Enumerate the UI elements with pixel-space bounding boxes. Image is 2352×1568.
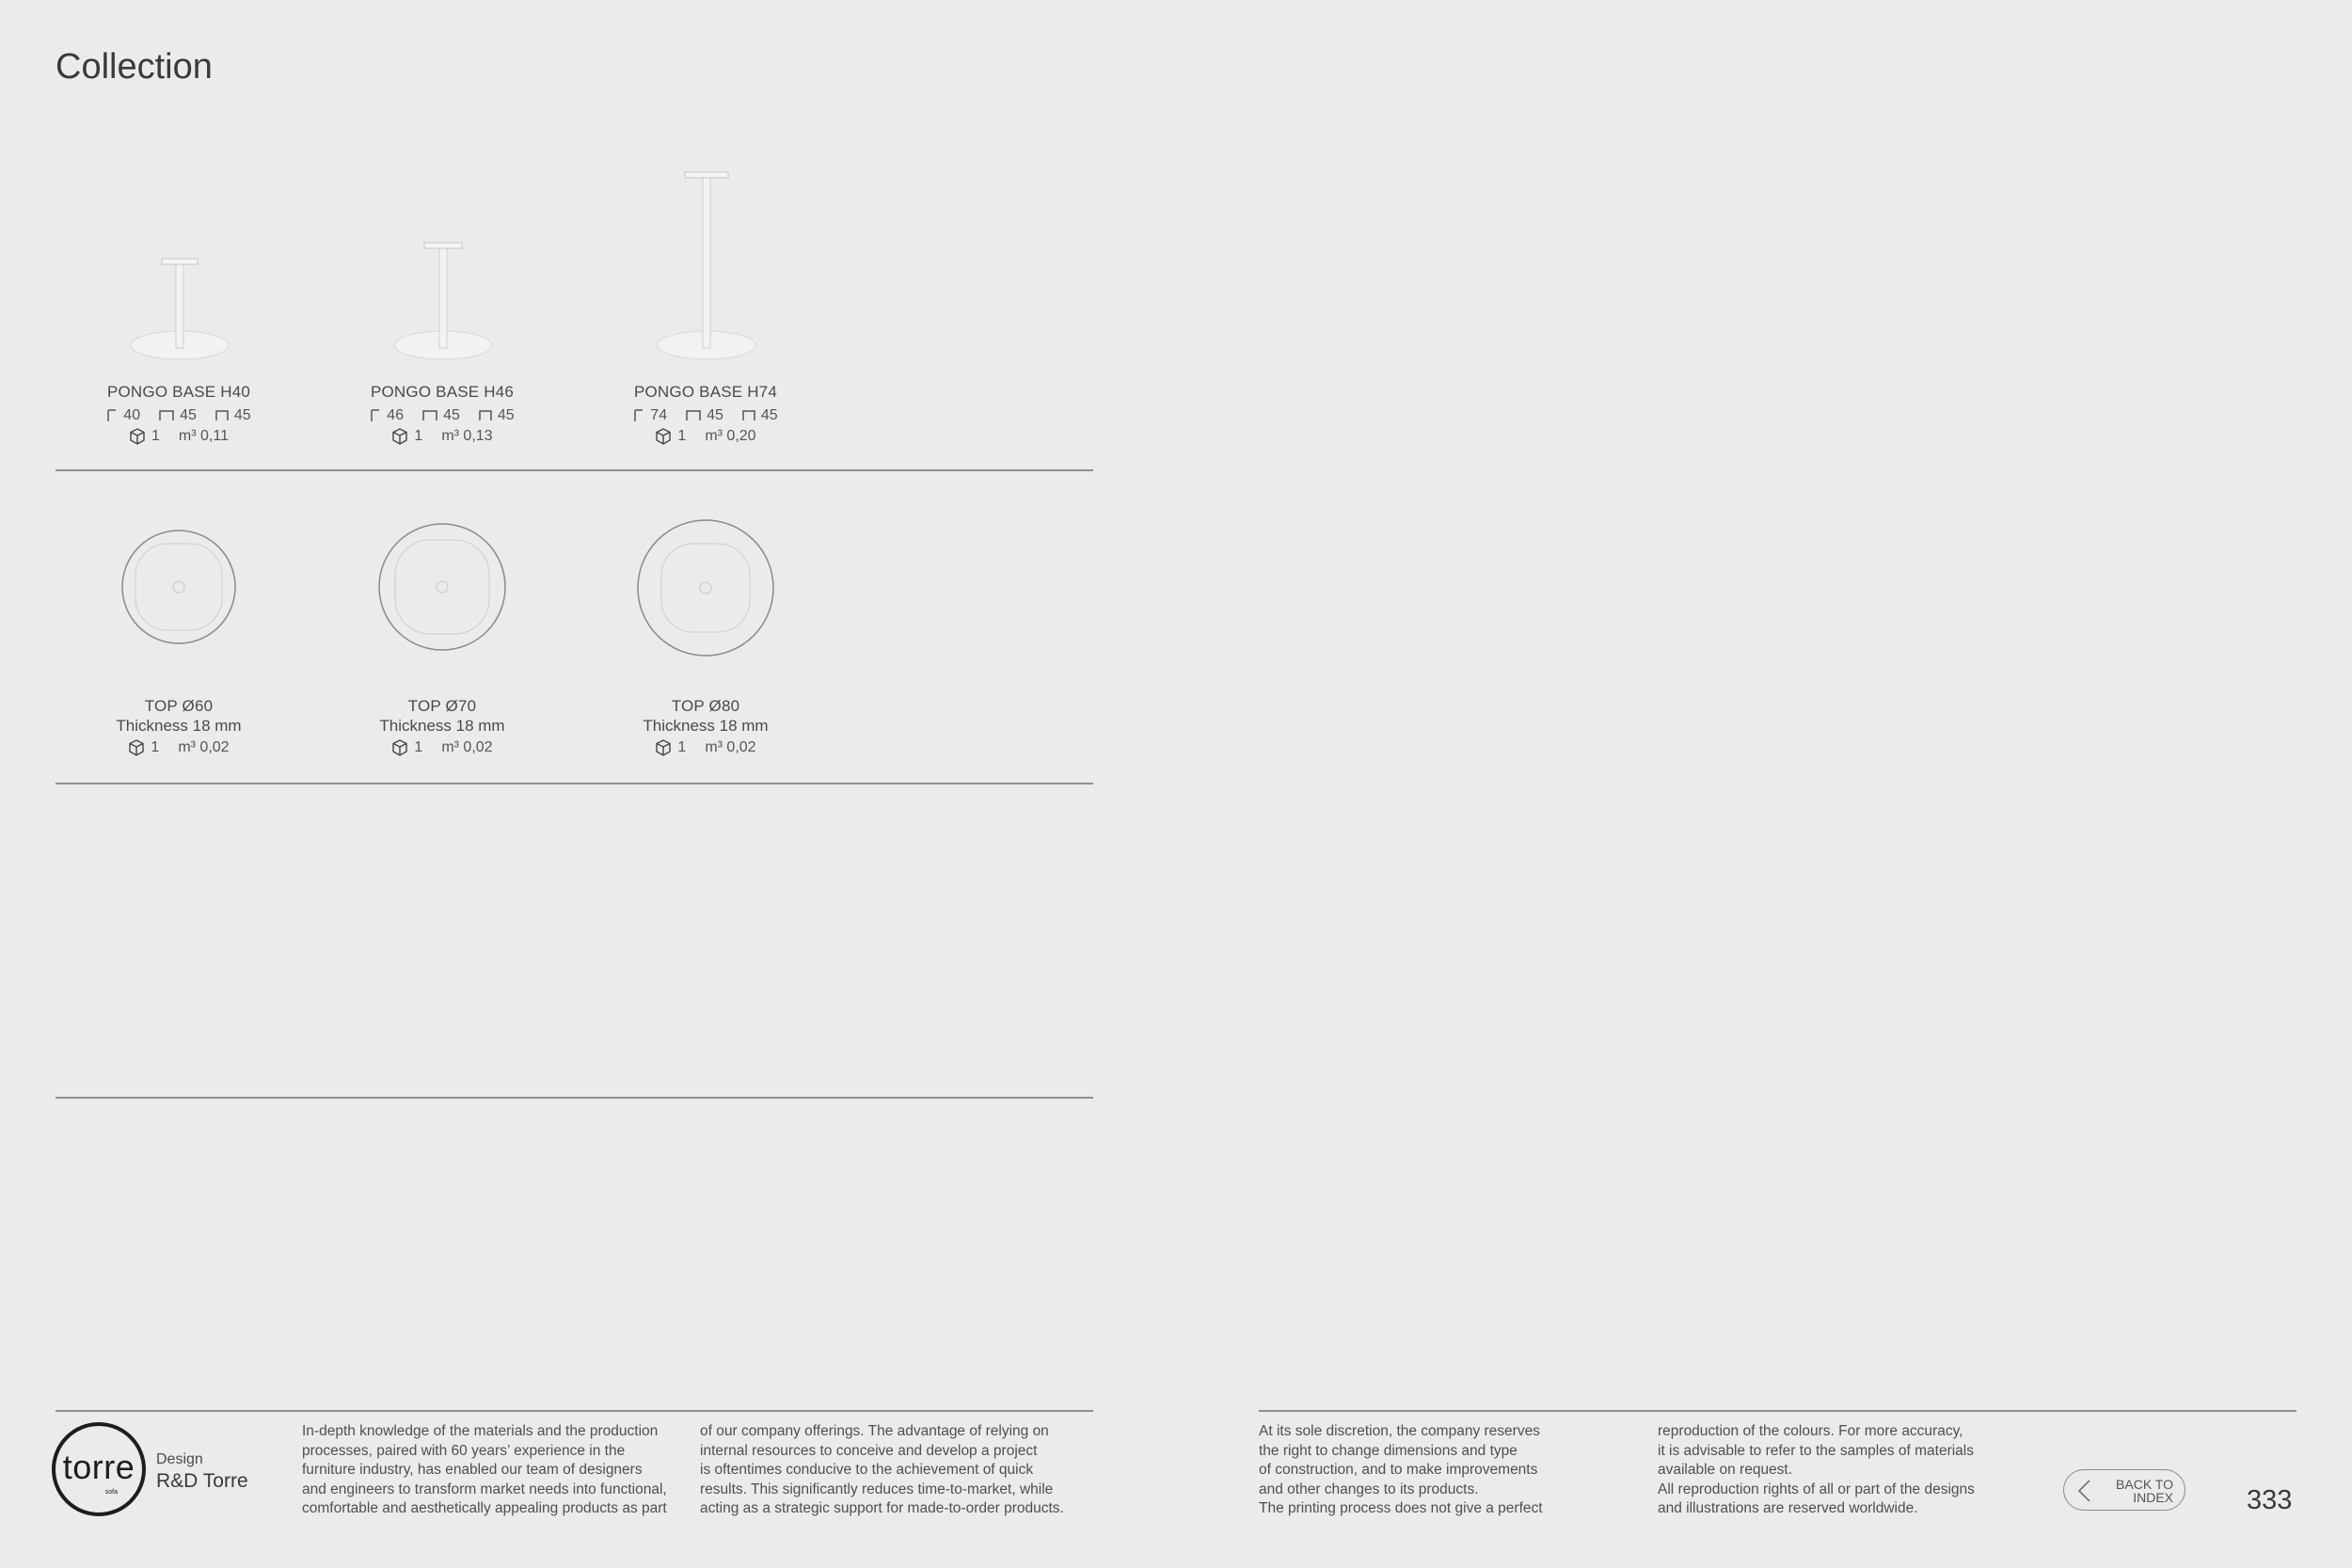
footer-text-col2: of our company offerings. The advantage of relying on internal resources to conceive and develop a project is oftentimes conducive to the achievement of quick results. This significantly reduces time-to-market, while acting as a strategic support for made-to-order products. (700, 1423, 1064, 1516)
package-box-icon (128, 739, 145, 756)
product-width: 45 (180, 407, 197, 423)
height-dim-icon (106, 409, 118, 422)
product-name: TOP Ø80 (671, 697, 740, 715)
product-packaging (574, 428, 837, 445)
package-volume: m³ 0,13 (441, 428, 493, 444)
product-width: 45 (707, 407, 723, 423)
package-box-icon (655, 428, 672, 445)
package-box-icon (391, 428, 408, 445)
footer-text-col1: In-depth knowledge of the materials and the production processes, paired with 60 years’ experience in the furniture industry, has enabled our team of designers and engineers to transform market needs into functional, comfortable and aesthetically appealing products as part (302, 1423, 667, 1516)
package-volume: m³ 0,20 (705, 428, 756, 444)
package-quantity: 1 (677, 739, 687, 755)
page-number: 333 (2247, 1485, 2293, 1515)
product-name: TOP Ø70 (407, 697, 477, 715)
product-thickness: Thickness 18 mm (379, 717, 505, 735)
product-packaging (574, 739, 837, 756)
footer-rule-right (1259, 1410, 2296, 1412)
top-80-image (574, 503, 837, 673)
product-width: 45 (443, 407, 460, 423)
width-dim-icon (159, 410, 174, 421)
product-depth: 45 (497, 407, 515, 423)
product-thickness: Thickness 18 mm (116, 717, 242, 735)
package-volume: m³ 0,02 (178, 739, 230, 755)
product-thickness: Thickness 18 mm (643, 717, 769, 735)
width-dim-icon (686, 410, 701, 421)
package-volume: m³ 0,02 (441, 739, 493, 755)
design-name: R&D Torre (156, 1470, 248, 1492)
section-divider (56, 783, 1093, 784)
height-dim-icon (633, 409, 644, 422)
product-dimensions (47, 407, 310, 424)
section-divider (56, 1097, 1093, 1099)
product-packaging (310, 739, 574, 756)
product-packaging (310, 428, 574, 445)
footer-text-col4: reproduction of the colours. For more accuracy, it is advisable to refer to the samples of materials available on request. All reproduction rights of all or part of the designs and illustrations are reserved worldwide. (1658, 1423, 1975, 1516)
footer-text-col3: At its sole discretion, the company reserves the right to change dimensions and type of construction, and to make improvements and other changes to its products. The printing process does not give a perfect (1259, 1423, 1543, 1516)
package-box-icon (655, 739, 672, 756)
width-dim-icon (422, 410, 437, 421)
base-h40-image (47, 113, 310, 367)
package-box-icon (129, 428, 146, 445)
top-70-image (310, 503, 574, 673)
design-label: Design (156, 1451, 203, 1467)
product-height: 40 (123, 407, 141, 423)
chevron-left-icon (2075, 1479, 2092, 1503)
product-name: TOP Ø60 (144, 697, 214, 715)
logo-wordmark: torre (62, 1448, 135, 1486)
product-height: 74 (650, 407, 668, 423)
package-volume: m³ 0,11 (178, 428, 229, 444)
product-packaging (47, 739, 310, 756)
depth-dim-icon (479, 410, 492, 421)
page-spine (1173, 0, 1175, 1568)
package-quantity: 1 (151, 428, 160, 444)
package-quantity: 1 (677, 428, 687, 444)
product-name: PONGO BASE H46 (370, 383, 515, 401)
package-quantity: 1 (414, 739, 423, 755)
product-depth: 45 (760, 407, 778, 423)
package-box-icon (391, 739, 408, 756)
product-dimensions (310, 407, 574, 424)
page-title: Collection (56, 47, 213, 87)
depth-dim-icon (742, 410, 755, 421)
package-volume: m³ 0,02 (705, 739, 756, 755)
section-divider (56, 469, 1093, 471)
top-60-image (47, 503, 310, 673)
product-name: PONGO BASE H74 (633, 383, 778, 401)
base-h46-image (310, 113, 574, 367)
back-to-index-button[interactable] (2063, 1469, 2185, 1511)
logo-sub: sofa (104, 1489, 118, 1496)
package-quantity: 1 (414, 428, 423, 444)
base-h74-image (574, 113, 837, 367)
back-to-index-label: BACK TO INDEX (2116, 1477, 2173, 1505)
product-dimensions (574, 407, 837, 424)
footer-rule-left (56, 1410, 1093, 1412)
depth-dim-icon (215, 410, 229, 421)
package-quantity: 1 (151, 739, 160, 755)
product-depth: 45 (233, 407, 251, 423)
product-name: PONGO BASE H40 (106, 383, 251, 401)
product-packaging (47, 428, 310, 445)
height-dim-icon (370, 409, 381, 422)
torre-logo (52, 1422, 146, 1516)
product-height: 46 (387, 407, 405, 423)
